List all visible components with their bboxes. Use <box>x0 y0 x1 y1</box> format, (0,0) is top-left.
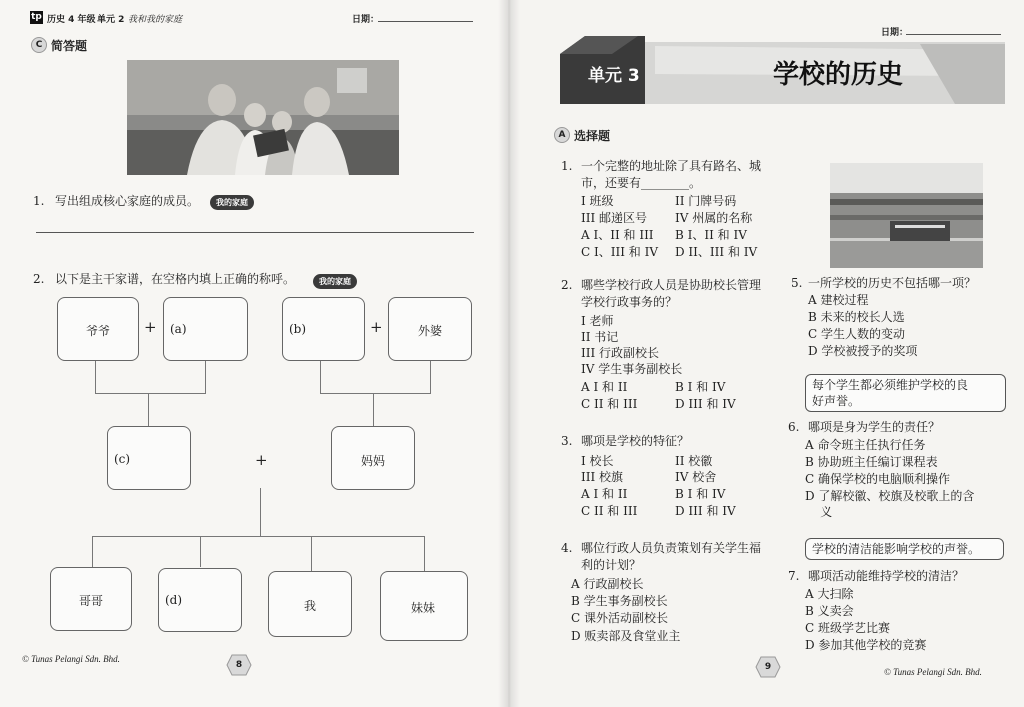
q5-option-b[interactable]: B 未来的校长人选 <box>808 310 905 324</box>
q6-line: 哪项是身为学生的责任？ <box>808 420 941 434</box>
tree-box-grandpa <box>57 297 139 361</box>
q5-option-a[interactable]: A 建校过程 <box>808 293 869 307</box>
q7-line: 哪项活动能维持学校的清洁？ <box>808 569 965 583</box>
tree-line <box>92 536 93 567</box>
tree-line <box>95 360 96 393</box>
plus-sign: + <box>144 318 157 336</box>
q5-number: 5. <box>791 276 803 290</box>
note-line: 学校的清洁能影响学校的声誉。 <box>812 542 981 556</box>
unit-banner <box>560 36 1005 108</box>
tree-box-d[interactable] <box>158 568 242 632</box>
q3-option-a[interactable]: A I 和 II <box>581 487 628 501</box>
q4-number: 4. <box>561 541 573 555</box>
q1-number: 1. <box>561 159 573 173</box>
q7-option-d[interactable]: D 参加其他学校的竞赛 <box>805 638 927 652</box>
q6-option-b[interactable]: B 协助班主任编订课程表 <box>805 455 938 469</box>
page-number-text: 9 <box>764 662 772 672</box>
q1-item: III 邮递区号 <box>581 211 648 225</box>
q2-number: 2. <box>561 278 573 292</box>
date-line <box>378 21 473 22</box>
right-date-line <box>906 34 1001 35</box>
q2-line: 哪些学校行政人员是协助校长管理 <box>581 278 762 292</box>
q4-line: 利的计划？ <box>581 558 642 572</box>
tree-line <box>373 393 374 426</box>
q6-option-d-cont: 义 <box>805 505 833 519</box>
q2-option-a[interactable]: A I 和 II <box>581 380 628 394</box>
right-page <box>508 0 1024 707</box>
q6-option-d[interactable]: D 了解校徽、校旗及校歌上的含 <box>805 489 975 503</box>
unit-label: 单元 3 <box>588 66 640 86</box>
tree-label: (a) <box>170 322 187 336</box>
tree-line <box>95 393 206 394</box>
left-page <box>0 0 508 707</box>
q7-option-c[interactable]: C 班级学艺比赛 <box>805 621 890 635</box>
tree-box-meimei <box>380 571 468 641</box>
q3-item: II 校徽 <box>675 454 713 468</box>
q2-item: I 老师 <box>581 314 614 328</box>
tree-line <box>311 536 312 571</box>
tree-label: 我 <box>304 599 317 613</box>
q1-line: 一个完整的地址除了具有路名、城 <box>581 159 762 173</box>
q2-option-c[interactable]: C II 和 III <box>581 397 638 411</box>
q2-number: 2. <box>33 272 45 286</box>
right-date-label: 日期： <box>881 28 909 38</box>
q1-option-a[interactable]: A I、II 和 III <box>581 228 654 242</box>
unit-title: 学校的历史 <box>773 60 904 90</box>
family-photo <box>127 60 399 175</box>
q3-item: I 校长 <box>581 454 614 468</box>
q6-number: 6. <box>788 420 800 434</box>
q2-line: 学校行政事务的？ <box>581 295 678 309</box>
tree-line <box>430 360 431 393</box>
tree-box-maternal-grandma <box>388 297 472 361</box>
q7-option-b[interactable]: B 义卖会 <box>805 604 854 618</box>
right-page-number <box>755 656 781 678</box>
q4-line: 哪位行政人员负责策划有关学生福 <box>581 541 762 555</box>
q3-option-d[interactable]: D III 和 IV <box>675 504 736 518</box>
tree-box-a[interactable] <box>163 297 248 361</box>
subject-label: 历史 4 年级 <box>47 15 96 25</box>
unit-title: 我和我的家庭 <box>128 15 183 25</box>
q1-item: IV 州属的名称 <box>675 211 753 225</box>
tree-box-b[interactable] <box>282 297 365 361</box>
tree-line <box>200 536 201 567</box>
note-line: 好声誉。 <box>812 394 861 408</box>
q3-number: 3. <box>561 434 573 448</box>
q2-option-b[interactable]: B I 和 IV <box>675 380 726 394</box>
q6-option-a[interactable]: A 命令班主任执行任务 <box>805 438 926 452</box>
q1-option-b[interactable]: B I、II 和 IV <box>675 228 747 242</box>
q6-option-c[interactable]: C 确保学校的电脑顺利操作 <box>805 472 950 486</box>
q1-text: 写出组成核心家庭的成员。 <box>55 194 200 208</box>
tree-label: (c) <box>114 452 131 466</box>
tree-label: 外婆 <box>418 324 443 338</box>
tree-box-mama <box>331 426 415 490</box>
tree-line <box>205 360 206 393</box>
left-copyright: © Tunas Pelangi Sdn. Bhd. <box>22 654 120 664</box>
tree-line <box>320 360 321 393</box>
school-photo <box>830 163 983 268</box>
q1-option-c[interactable]: C I、III 和 IV <box>581 245 658 259</box>
section-badge: C <box>31 37 47 53</box>
q2-item: III 行政副校长 <box>581 346 660 360</box>
note-cleanliness <box>805 538 1004 560</box>
q4-option-d[interactable]: D 贩卖部及食堂业主 <box>571 629 681 643</box>
q2-tag: 我的家庭 <box>313 274 357 289</box>
date-label: 日期： <box>352 15 380 25</box>
q2-text: 以下是主干家谱，在空格内填上正确的称呼。 <box>55 272 296 286</box>
family-photo-icon <box>127 60 399 175</box>
tree-label: (b) <box>289 322 307 336</box>
tree-box-c[interactable] <box>107 426 191 490</box>
tree-line <box>424 536 425 571</box>
q3-line: 哪项是学校的特征？ <box>581 434 690 448</box>
note-line: 每个学生都必须维护学校的良 <box>812 378 969 392</box>
q3-item: IV 校舍 <box>675 470 717 484</box>
section-title: 简答题 <box>51 39 88 53</box>
q5-option-c[interactable]: C 学生人数的变动 <box>808 327 905 341</box>
q3-option-c[interactable]: C II 和 III <box>581 504 638 518</box>
q2-option-d[interactable]: D III 和 IV <box>675 397 736 411</box>
tree-label: 妹妹 <box>411 601 436 615</box>
q4-option-b[interactable]: B 学生事务副校长 <box>571 594 668 608</box>
q1-number: 1. <box>33 194 45 208</box>
q4-option-a[interactable]: A 行政副校长 <box>571 577 644 591</box>
q2-item: IV 学生事务副校长 <box>581 362 683 376</box>
q5-line: 一所学校的历史不包括哪一项？ <box>808 276 977 290</box>
q1-answer-line[interactable] <box>36 232 474 233</box>
q1-tag: 我的家庭 <box>210 195 254 210</box>
q5-option-d[interactable]: D 学校被授予的奖项 <box>808 344 918 358</box>
tree-label: 妈妈 <box>361 454 386 468</box>
q1-item: I 班级 <box>581 194 614 208</box>
left-page-number <box>226 654 252 676</box>
q1-item: II 门牌号码 <box>675 194 737 208</box>
q7-number: 7. <box>788 569 800 583</box>
q3-option-b[interactable]: B I 和 IV <box>675 487 726 501</box>
q1-option-d[interactable]: D II、III 和 IV <box>675 245 758 259</box>
tree-label: (d) <box>165 593 183 607</box>
tree-box-me <box>268 571 352 637</box>
publisher-logo: tp <box>31 12 42 22</box>
q3-item: III 校旗 <box>581 470 624 484</box>
plus-sign: + <box>370 318 383 336</box>
right-copyright: © Tunas Pelangi Sdn. Bhd. <box>884 667 982 677</box>
section-badge: A <box>554 127 570 143</box>
page-number-text: 8 <box>235 660 243 670</box>
q2-item: II 书记 <box>581 330 619 344</box>
school-building-photo-icon <box>830 163 983 268</box>
tree-line <box>260 488 261 536</box>
unit-label: 单元 2 <box>97 15 125 25</box>
section-title: 选择题 <box>574 129 611 143</box>
tree-line <box>148 393 149 426</box>
tree-line <box>320 393 431 394</box>
tree-box-gege <box>50 567 132 631</box>
tree-line <box>92 536 425 537</box>
plus-sign: + <box>255 451 268 469</box>
q1-line: 市，还要有________。 <box>581 176 702 190</box>
tree-label: 哥哥 <box>79 594 104 608</box>
tree-label: 爷爷 <box>86 324 111 338</box>
q4-option-c[interactable]: C 课外活动副校长 <box>571 611 668 625</box>
q7-option-a[interactable]: A 大扫除 <box>805 587 854 601</box>
note-reputation <box>805 374 1006 412</box>
